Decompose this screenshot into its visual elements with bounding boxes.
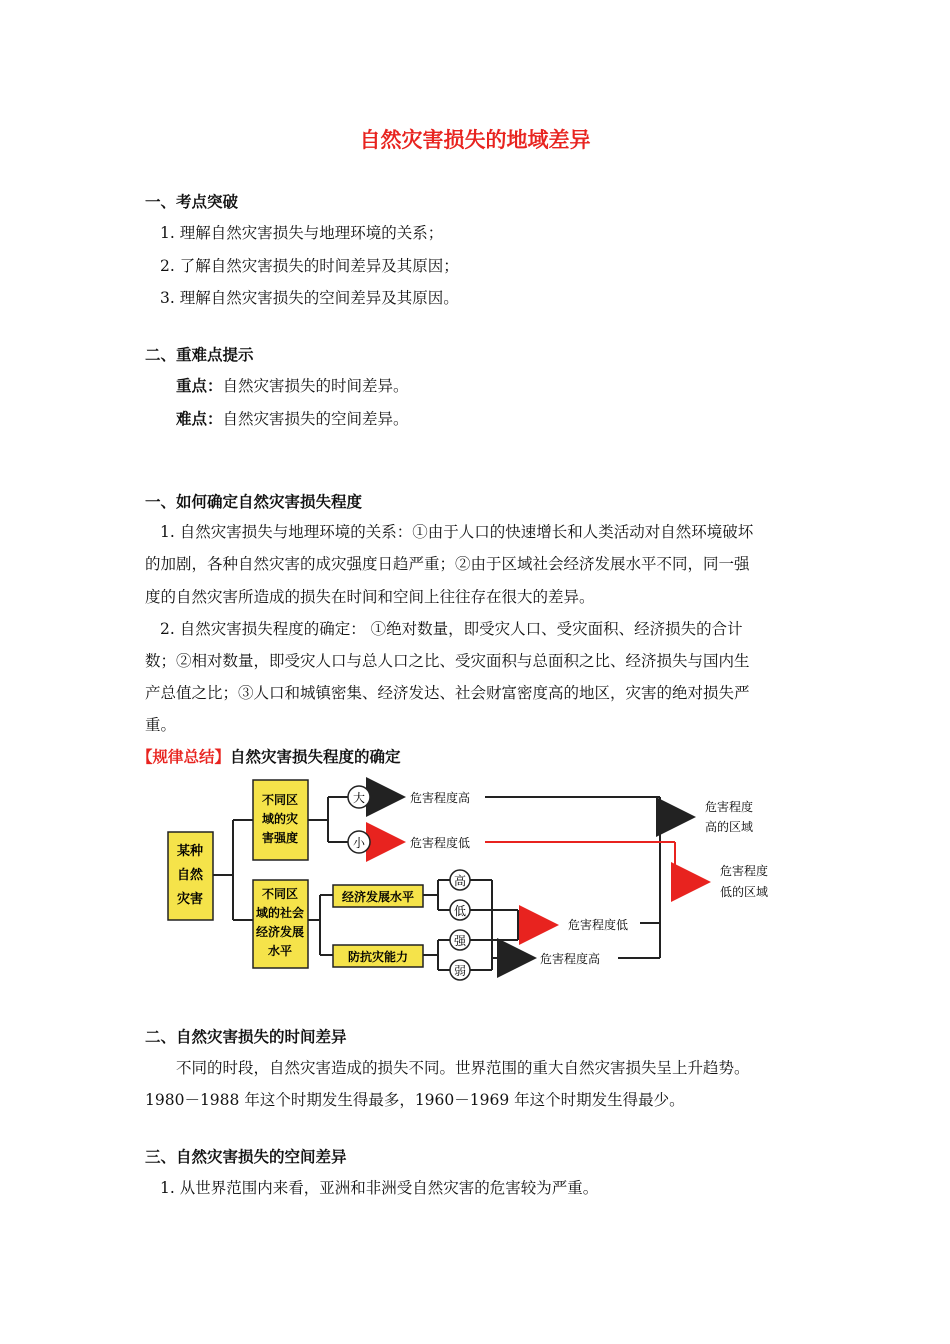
danger-low-label: 危害程度低 [410,836,471,850]
circle-big-label: 大 [352,791,366,805]
circle-low-label: 低 [453,904,467,918]
intensity-label: 不同区 [261,793,299,807]
paragraph-line: 重。 [145,716,177,734]
summary-text: 自然灾害损失程度的确定 [230,748,401,766]
economy-label: 经济发展 [255,925,305,939]
economy-label: 域的社会 [255,906,305,920]
intensity-label: 害强度 [261,831,299,845]
result-high-label: 危害程度 [705,800,754,814]
result-low-label: 危害程度 [720,864,769,878]
difficult-label: 难点： [176,410,223,428]
paragraph-line: 度的自然灾害所造成的损失在时间和空间上往往存在很大的差异。 [145,588,595,606]
root-label: 灾害 [176,892,204,907]
economy-label: 不同区 [261,887,299,901]
key-label: 重点： [176,377,223,395]
resist-label: 防抗灾能力 [347,950,409,964]
summary-line [137,745,401,767]
circle-small-label: 小 [352,836,366,850]
part1-heading: 一、如何确定自然灾害损失程度 [145,493,363,511]
key-text: 自然灾害损失的时间差异。 [222,377,409,395]
difficult-point-line [176,407,409,429]
result-high-label: 高的区域 [705,820,754,834]
root-label: 某种 [176,844,204,859]
part3-heading: 三、自然灾害损失的空间差异 [145,1148,347,1166]
section-heading-difficulty: 二、重难点提示 [145,346,254,364]
page-title: 自然灾害损失的地域差异 [359,128,591,152]
paragraph-line: 数；②相对数量，即受灾人口与总人口之比、受灾面积与总面积之比、经济损失与国内生 [145,652,750,670]
paragraph-line: 2. 自然灾害损失程度的确定： ①绝对数量，即受灾人口、受灾面积、经济损失的合计 [160,620,743,638]
circle-strong-label: 强 [453,934,467,948]
paragraph-line: 1980－1988 年这个时期发生得最多，1960－1969 年这个时期发生得最少。 [145,1091,685,1109]
disaster-loss-diagram [0,770,950,990]
paragraph-line: 1. 从世界范围内来看，亚洲和非洲受自然灾害的危害较为严重。 [160,1179,599,1197]
circle-high-label: 高 [453,874,467,888]
paragraph-line: 的加剧，各种自然灾害的成灾强度日趋严重；②由于区域社会经济发展水平不同，同一强 [145,555,750,573]
section-heading-key-points: 一、考点突破 [145,193,239,211]
difficult-text: 自然灾害损失的空间差异。 [222,410,409,428]
result-low-label: 低的区域 [720,885,769,899]
paragraph-line: 1. 自然灾害损失与地理环境的关系：①由于人口的快速增长和人类活动对自然环境破坏 [160,523,754,541]
paragraph-line: 不同的时段，自然灾害造成的损失不同。世界范围的重大自然灾害损失呈上升趋势。 [176,1059,750,1077]
root-label: 自然 [176,868,204,883]
part2-heading: 二、自然灾害损失的时间差异 [145,1028,347,1046]
summary-tag: 【规律总结】 [137,748,231,766]
danger-low-label-2: 危害程度低 [568,918,629,932]
danger-high-label: 危害程度高 [410,791,471,805]
circle-weak-label: 弱 [453,964,467,978]
key-point-item: 2. 了解自然灾害损失的时间差异及其原因； [160,257,459,275]
key-point-item: 3. 理解自然灾害损失的空间差异及其原因。 [160,289,459,307]
key-point-item: 1. 理解自然灾害损失与地理环境的关系； [160,224,444,242]
economy-label: 水平 [267,944,293,958]
paragraph-line: 产总值之比；③人口和城镇密集、经济发达、社会财富密度高的地区，灾害的绝对损失严 [145,684,750,702]
key-point-line [176,374,409,396]
danger-high-label-2: 危害程度高 [540,952,601,966]
econ-level-label: 经济发展水平 [341,890,415,904]
intensity-label: 域的灾 [261,812,299,826]
